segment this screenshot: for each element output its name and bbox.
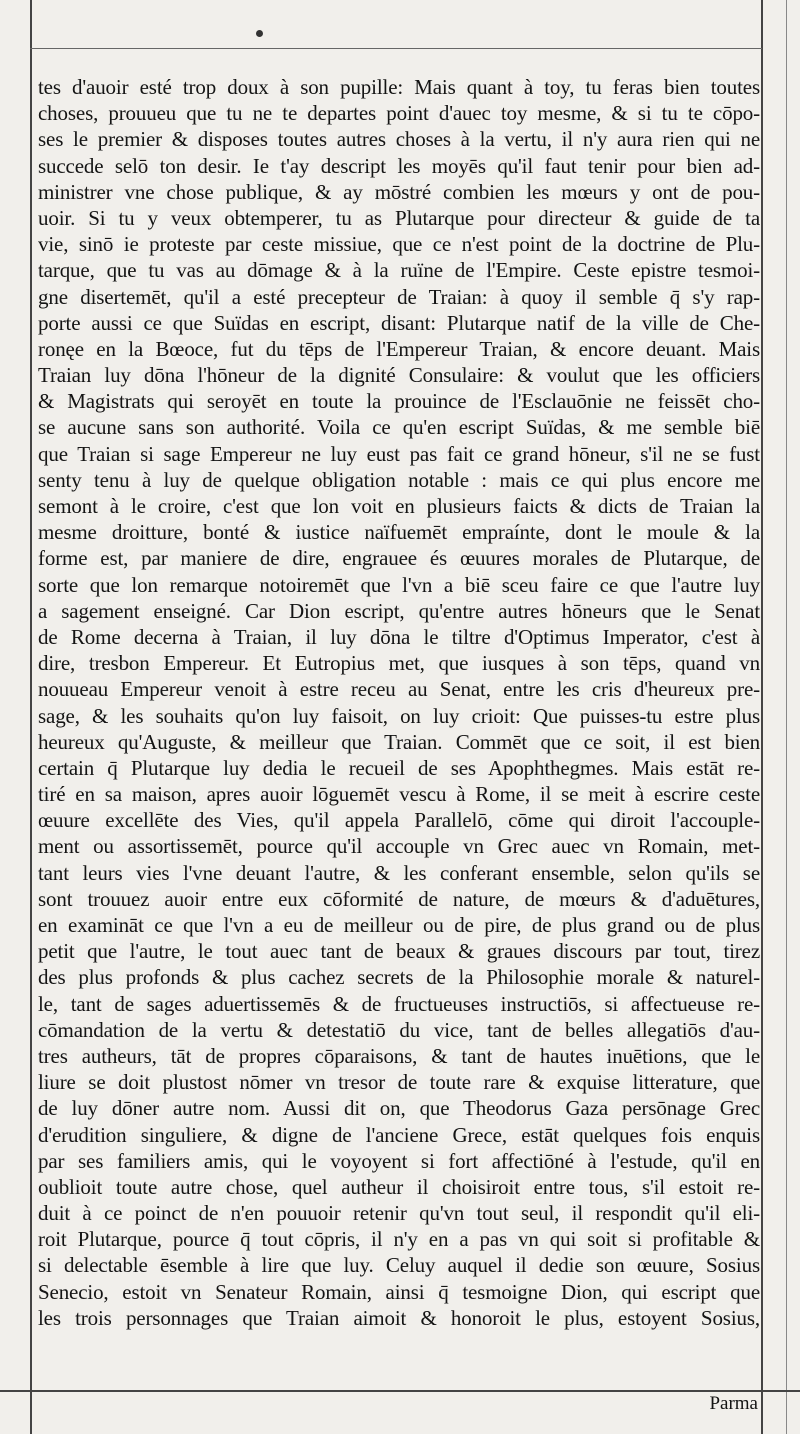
- text-line: semont à le croire, c'est que lon voit en plusieurs faicts & dicts de Traian la: [38, 494, 760, 518]
- text-line: forme est, par maniere de dire, engrauee és œuures morales de Plutarque, de: [38, 546, 760, 571]
- text-line: vie, sinō ie proteste par ceste missiue, que ce n'est point de la doctrine de Plu-: [38, 232, 760, 257]
- right-margin-rule: [761, 0, 763, 1434]
- text-line: Senecio, estoit vn Senateur Romain, ainsi q̄ tesmoigne Dion, qui escript que: [38, 1279, 760, 1304]
- text-line: a sagement enseigné. Car Dion escript, qu'entre autres hōneurs que le Senat: [38, 598, 760, 623]
- text-line: de luy dōner autre nom. Aussi dit on, que Theodorus Gaza persōnage Grec: [38, 1096, 760, 1121]
- left-margin-rule: [30, 0, 32, 1434]
- text-line: ministrer vne chose publique, & ay mōstré combien les mœurs y ont de pou-: [38, 179, 760, 204]
- ink-dot: [256, 30, 263, 37]
- text-line: mesme droitture, bonté & iustice naïfuemēt empraínte, dont le moule & la: [38, 520, 760, 545]
- text-line: de Rome decerna à Traian, il luy dōna le tiltre d'Optimus Imperator, c'est à: [38, 624, 760, 649]
- text-line: senty tenu à luy de quelque obligation notable : mais ce qui plus encore me: [38, 467, 760, 492]
- text-line: certain q̄ Plutarque luy dedia le recueil de ses Apophthegmes. Mais estāt re-: [38, 755, 760, 780]
- text-line: tarque, que tu vas au dōmage & à la ruïne de l'Empire. Ceste epistre tesmoi-: [38, 258, 760, 283]
- text-line: heureux qu'Auguste, & meilleur que Traian. Commēt que ce soit, il est bien: [38, 729, 760, 754]
- text-line: duit à ce poinct de n'en pouuoir retenir qu'vn tout seul, il respondit qu'il eli-: [38, 1201, 760, 1226]
- text-line: oublioit toute autre chose, quel autheur il choisiroit entre tous, s'il estoit re-: [38, 1174, 760, 1199]
- bottom-rule: [0, 1390, 800, 1392]
- text-line: les trois personnages que Traian aimoit & honoroit le plus, estoyent Sosius,: [38, 1305, 760, 1330]
- text-line: uoir. Si tu y veux obtemperer, tu as Plutarque pour directeur & guide de ta: [38, 205, 760, 230]
- text-line: porte aussi ce que Suïdas en escript, disant: Plutarque natif de la ville de Che-: [38, 310, 760, 335]
- text-line: si delectable ēsemble à lire que luy. Celuy auquel il dedie son œuure, Sosius: [38, 1253, 760, 1278]
- text-line: d'erudition singuliere, & digne de l'anciene Grece, estāt quelques fois enquis: [38, 1122, 760, 1147]
- text-line: tes d'auoir esté trop doux à son pupille: Mais quant à toy, tu feras bien toutes: [38, 75, 760, 99]
- text-line: se aucune sans son authorité. Voila ce qu'en escript Suïdas, & me semble biē: [38, 415, 760, 440]
- outer-margin-rule: [786, 0, 787, 1434]
- text-line: œuure excellēte des Vies, qu'il appela Parallelō, cōme qui diroit l'accouple-: [38, 808, 760, 833]
- catchword: Parma: [709, 1393, 758, 1414]
- top-rule: [30, 48, 762, 49]
- text-line: nouueau Empereur venoit à estre receu au Senat, entre les cris d'heureux pre-: [38, 677, 760, 702]
- text-line: tiré en sa maison, apres auoir lōguemēt vescu à Rome, il se meit à escrire ceste: [38, 782, 760, 807]
- text-line: tant leurs vies l'vne deuant l'autre, & les conferant ensemble, selon qu'ils se: [38, 860, 760, 885]
- text-line: par ses familiers amis, qui le voyoyent si fort affectiōné à l'estude, qu'il en: [38, 1148, 760, 1173]
- text-line: succede selō ton desir. Ie t'ay descript les moyēs qu'il faut tenir pour bien ad-: [38, 153, 760, 178]
- text-line: dire, tresbon Empereur. Et Eutropius met, que iusques à son tēps, quand vn: [38, 651, 760, 676]
- text-line: cōmandation de la vertu & detestatiō du vice, tant de belles allegatiōs d'au-: [38, 1017, 760, 1042]
- text-line: choses, prouueu que tu ne te departes point d'auec toy mesme, & si tu te cōpo-: [38, 101, 760, 126]
- text-line: roit Plutarque, pource q̄ tout cōpris, il n'y en a pas vn qui soit si profitable &: [38, 1227, 760, 1252]
- text-line: sage, & les souhaits qu'on luy faisoit, on luy crioit: Que puisses-tu estre plus: [38, 703, 760, 728]
- text-line: que Traian si sage Empereur ne luy eust pas fait ce grand hōneur, s'il ne se fust: [38, 441, 760, 466]
- text-line: des plus profonds & plus cachez secrets de la Philosophie morale & naturel-: [38, 965, 760, 990]
- text-line: sorte que lon remarque notoiremēt que l'vn a biē sceu faire ce que l'autre luy: [38, 572, 760, 597]
- text-line: Traian luy dōna l'hōneur de la dignité Consulaire: & voulut que les officiers: [38, 363, 760, 388]
- text-line: & Magistrats qui seroyēt en toute la prouince de l'Esclauōnie ne feissēt cho-: [38, 389, 760, 414]
- body-text: [38, 74, 760, 1331]
- text-line: en examināt ce que l'vn a eu de meilleur ou de pire, de plus grand ou de plus: [38, 913, 760, 937]
- text-line: ronęe en la Bœoce, fut du tēps de l'Empereur Traian, & encore deuant. Mais: [38, 336, 760, 361]
- text-line: tres autheurs, tāt de propres cōparaisons, & tant de hautes inuētions, que le: [38, 1043, 760, 1068]
- text-line: ment ou assortissemēt, pource qu'il accouple vn Grec auec vn Romain, met-: [38, 834, 760, 859]
- text-line: liure se doit plustost nōmer vn tresor de toute rare & exquise litterature, que: [38, 1070, 760, 1095]
- text-line: ses le premier & disposes toutes autres choses à la vertu, il n'y aura rien qui ne: [38, 127, 760, 152]
- text-line: gne disertemēt, qu'il a esté precepteur de Traian: à quoy il semble q̄ s'y rap-: [38, 284, 760, 309]
- text-line: le, tant de sages aduertissemēs & de fructueuses instructiōs, si affectueuse re-: [38, 991, 760, 1016]
- text-line: petit que l'autre, le tout auec tant de beaux & graues discours par tout, tirez: [38, 939, 760, 964]
- text-line: sont trouuez auoir entre eux cōformité de nature, de mœurs & d'aduētures,: [38, 886, 760, 911]
